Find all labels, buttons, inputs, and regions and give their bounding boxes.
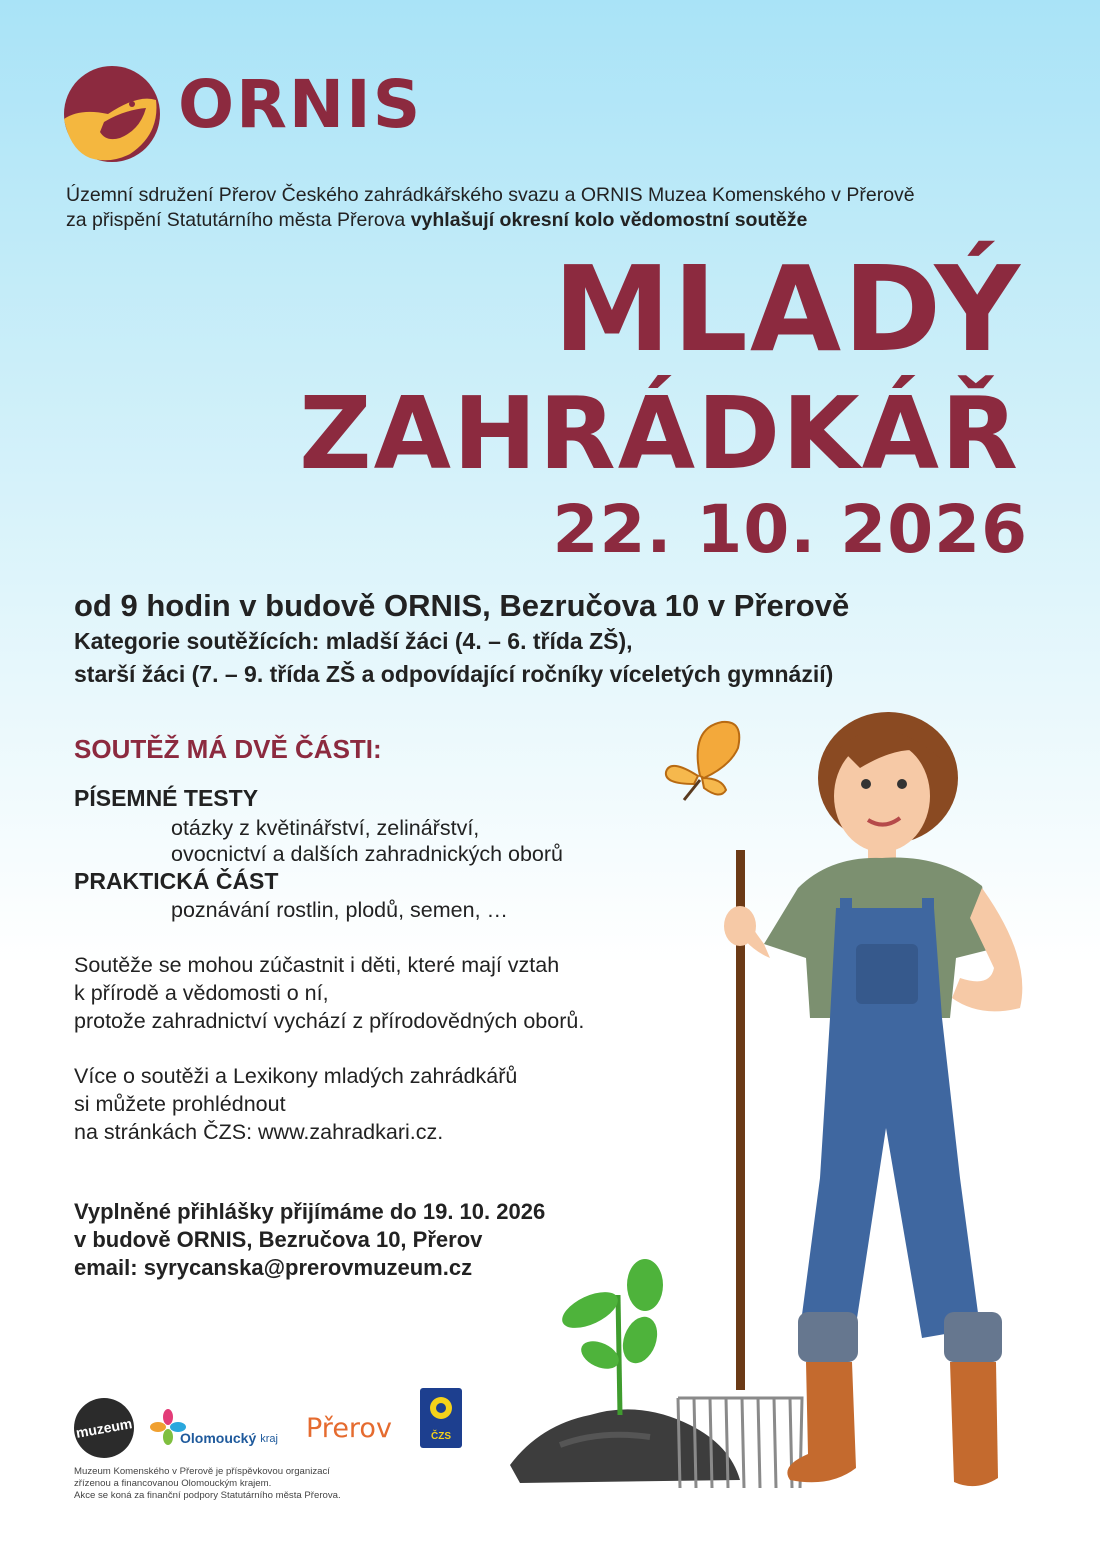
footer-note-line1: Muzeum Komenského v Přerově je příspěvkovou organizací — [74, 1466, 330, 1477]
info-p1-line2: k přírodě a vědomosti o ní, — [74, 981, 329, 1005]
intro-line2-normal: za přispění Statutárního města Přerova — [66, 209, 411, 231]
info-p2-line1: Více o soutěži a Lexikony mladých zahrádkářů — [74, 1064, 518, 1088]
categories-line1: Kategorie soutěžících: mladší žáci (4. – 6. třída ZŠ), — [74, 628, 633, 654]
olomoucky-text: Olomoucký — [180, 1430, 257, 1446]
event-location: od 9 hodin v budově ORNIS, Bezručova 10 v Přerově — [74, 588, 850, 623]
footer-note-line3: Akce se koná za finanční podpory Statutárního města Přerova. — [74, 1490, 341, 1501]
bird-logo-icon — [60, 64, 164, 164]
part1-line1: otázky z květinářství, zelinářství, — [171, 816, 480, 840]
info-p1-line3: protože zahradnictví vychází z přírodovědných oborů. — [74, 1009, 585, 1033]
title-line1: MLADÝ — [553, 240, 1022, 378]
part1-line2: ovocnictví a dalších zahradnických oborů — [171, 842, 563, 866]
application-line1: Vyplněné přihlášky přijímáme do 19. 10. 2026 — [74, 1199, 546, 1224]
categories-line2: starší žáci (7. – 9. třída ZŠ a odpovídající ročníky víceletých gymnázií) — [74, 661, 834, 687]
info-p1-line1: Soutěže se mohou zúčastnit i děti, které mají vztah — [74, 953, 560, 977]
info-paragraph-2 — [74, 1062, 517, 1146]
intro-line1: Územní sdružení Přerov Českého zahrádkářského svazu a ORNIS Muzea Komenského v Přerově — [66, 184, 915, 206]
ornis-logo — [60, 64, 164, 164]
olomoucky-kraj-logo — [150, 1408, 278, 1446]
czs-text: ČZS — [431, 1431, 451, 1442]
footer-note-line2: zřízenou a financovanou Olomouckým krajem. — [74, 1478, 272, 1489]
part2-title: PRAKTICKÁ ČÁST — [74, 868, 279, 894]
intro-line2-bold: vyhlašují okresní kolo vědomostní soutěže — [410, 209, 808, 231]
czs-logo — [420, 1388, 462, 1448]
info-paragraph-1 — [74, 951, 584, 1035]
title-line2: ZAHRÁDKÁŘ — [299, 375, 1020, 492]
info-p2-line2: si můžete prohlédnout — [74, 1092, 286, 1116]
muzeum-logo: muzeum — [69, 1393, 139, 1463]
part1-title: PÍSEMNÉ TESTY — [74, 785, 259, 811]
event-date: 22. 10. 2026 — [552, 491, 1028, 568]
parts-heading: SOUTĚŽ MÁ DVĚ ČÁSTI: — [74, 734, 382, 764]
info-p2-line3: na stránkách ČZS: www.zahradkari.cz. — [74, 1120, 444, 1144]
application-email[interactable]: email: syrycanska@prerovmuzeum.cz — [74, 1255, 473, 1280]
application-info — [74, 1198, 545, 1282]
gardener-illustration — [660, 708, 1050, 1508]
part2-line1: poznávání rostlin, plodů, semen, … — [171, 898, 509, 922]
prerov-logo: Přerov — [306, 1413, 392, 1444]
intro-text — [66, 183, 1056, 233]
daffodil-icon — [420, 1388, 462, 1432]
footer-note — [74, 1466, 341, 1502]
application-line2: v budově ORNIS, Bezručova 10, Přerov — [74, 1227, 483, 1252]
logo-text: ORNIS — [178, 66, 423, 143]
intro-line2 — [66, 208, 1056, 233]
kraj-text: kraj — [260, 1433, 278, 1445]
